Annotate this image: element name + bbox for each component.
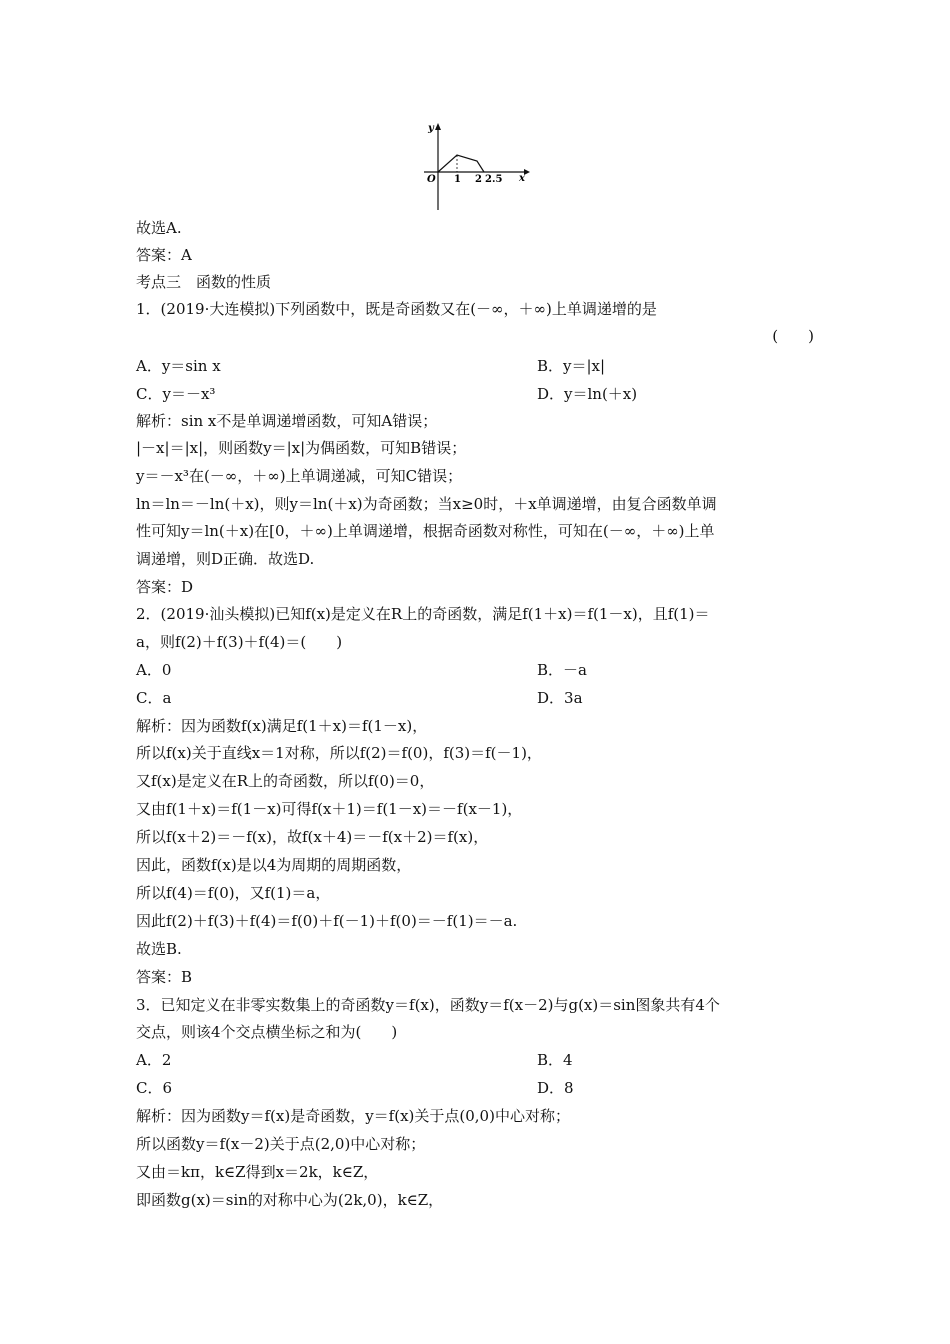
q3-option-b: B．4 — [537, 1051, 573, 1069]
text-line: 又f(x)是定义在R上的奇函数，所以f(0)＝0， — [136, 772, 435, 790]
text-line: 故选A. — [136, 219, 182, 237]
text-line: 即函数g(x)＝sin的对称中心为(2k,0)，k∈Z， — [136, 1191, 444, 1209]
text-line: 所以f(4)＝f(0)，又f(1)＝a， — [136, 884, 331, 902]
q3-option-a: A．2 — [136, 1051, 172, 1069]
x-label: x — [519, 173, 525, 184]
question-1: 1．(2019·大连模拟)下列函数中，既是奇函数又在(－∞，＋∞)上单调递增的是 — [136, 300, 657, 318]
tick-1: 1 — [454, 174, 461, 185]
text-line: y＝－x³在(－∞，＋∞)上单调递减，可知C错误； — [136, 467, 463, 485]
text-line: 所以函数y＝f(x－2)关于点(2,0)中心对称； — [136, 1135, 426, 1153]
text-line: 调递增，则D正确．故选D. — [136, 550, 315, 568]
text-line: 答案：B — [136, 968, 193, 986]
text-line: 又由f(1＋x)＝f(1－x)可得f(x＋1)＝f(1－x)＝－f(x－1)， — [136, 800, 523, 818]
question-2: 2．(2019·汕头模拟)已知f(x)是定义在R上的奇函数，满足f(1＋x)＝f(1－x)，且f(1)＝ — [136, 605, 710, 623]
text-line: 因此f(2)＋f(3)＋f(4)＝f(0)＋f(－1)＋f(0)＝－f(1)＝－a. — [136, 912, 518, 930]
text-line: a，则f(2)＋f(3)＋f(4)＝( ) — [136, 633, 343, 651]
text-line: 故选B. — [136, 940, 182, 958]
text-line: ln＝ln＝－ln(＋x)，则y＝ln(＋x)为奇函数；当x≥0时，＋x单调递增，由复合函数单调 — [136, 495, 717, 513]
function-graph — [422, 118, 532, 214]
graph-curve — [438, 155, 484, 172]
tick-2-5: 2.5 — [485, 174, 503, 185]
text-line: 又由＝kπ，k∈Z得到x＝2k，k∈Z， — [136, 1163, 379, 1181]
y-arrow — [435, 123, 441, 130]
text-line: 性可知y＝ln(＋x)在[0，＋∞)上单调递增，根据奇函数对称性，可知在(－∞，＋∞)上单 — [136, 522, 715, 540]
text-line: |－x|＝|x|，则函数y＝|x|为偶函数，可知B错误； — [136, 439, 467, 457]
q2-option-b: B．－a — [537, 661, 587, 679]
q2-option-d: D．3a — [537, 689, 583, 707]
text-line: 答案：A — [136, 246, 192, 264]
question-3: 3．已知定义在非零实数集上的奇函数y＝f(x)，函数y＝f(x－2)与g(x)＝sin图象共有4个 — [136, 996, 720, 1014]
text-line: 解析：因为函数f(x)满足f(1＋x)＝f(1－x)， — [136, 717, 428, 735]
text-line: 答案：D — [136, 578, 194, 596]
text-line: 所以f(x＋2)＝－f(x)，故f(x＋4)＝－f(x＋2)＝f(x)， — [136, 828, 489, 846]
q1-option-c: C．y＝－x³ — [136, 385, 216, 403]
q1-option-d: D．y＝ln(＋x) — [537, 385, 638, 403]
text-line: 解析：因为函数y＝f(x)是奇函数，y＝f(x)关于点(0,0)中心对称； — [136, 1107, 570, 1125]
y-label: y — [428, 123, 434, 134]
q2-option-a: A．0 — [136, 661, 172, 679]
q1-option-a: A．y＝sin x — [136, 357, 221, 375]
q1-option-b: B．y＝|x| — [537, 357, 606, 375]
text-line: 因此，函数f(x)是以4为周期的周期函数， — [136, 856, 412, 874]
origin-label: O — [427, 174, 436, 185]
section-heading: 考点三 函数的性质 — [136, 273, 272, 291]
q3-option-d: D．8 — [537, 1079, 574, 1097]
text-line: 解析：sin x不是单调递增函数，可知A错误； — [136, 412, 438, 430]
text-line: 交点，则该4个交点横坐标之和为( ) — [136, 1023, 398, 1041]
text-line: 所以f(x)关于直线x＝1对称，所以f(2)＝f(0)，f(3)＝f(－1)， — [136, 744, 542, 762]
tick-2: 2 — [475, 174, 482, 185]
q2-option-c: C．a — [136, 689, 172, 707]
answer-blank: ( ) — [772, 327, 814, 345]
q3-option-c: C．6 — [136, 1079, 173, 1097]
